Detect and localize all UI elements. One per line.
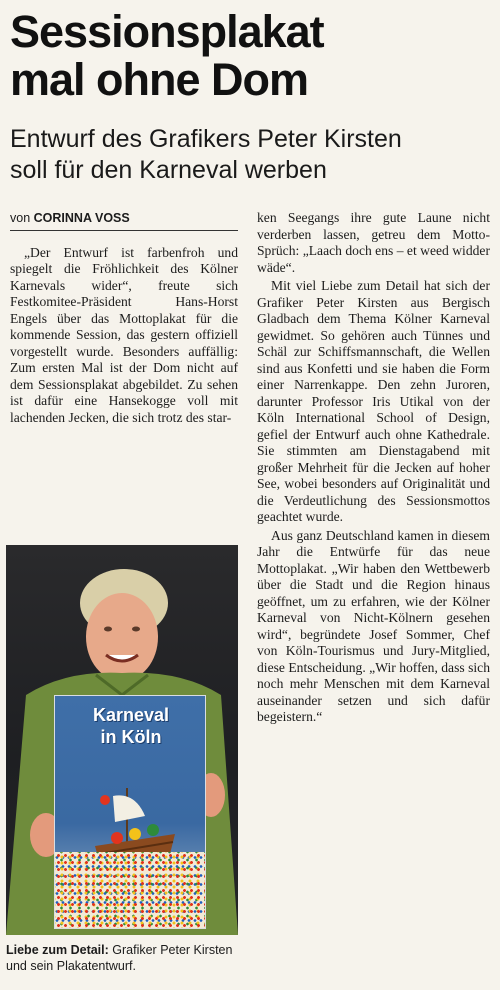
subheadline <box>10 124 490 186</box>
subheadline-line-2: soll für den Karneval werben <box>10 156 327 184</box>
article-paragraph-1-continued: ken Seegangs ihre gute Laune nicht verderben lassen, getreu dem Motto-Sprüch: „Laach doch ens – et weed widder wäde“. <box>257 210 490 275</box>
byline <box>10 210 238 231</box>
article-paragraph-2: Mit viel Liebe zum Detail hat sich der Grafiker Peter Kirsten aus Bergisch Gladbach dem Thema Kölner Karneval gewidmet. So gehören auch Tünnes und Schäl zur Schiffsmannschaft, die Wellen sind aus Konfetti und sie haben die Form einer Narrenkappe. Den zehn Juroren, darunter Professor Iris Utikal von der Köln International School of Design, gefiel der Entwurf auch ohne Kathedrale. Sie stimmten am Dienstagabend mit großer Mehrheit für die Jecken auf hoher See, wobei besonders auf Originalität und die Verdeutlichung des Sessionsmottos geachtet wurde. <box>257 278 490 524</box>
subheadline-line-1: Entwurf des Grafikers Peter Kirsten <box>10 125 402 153</box>
byline-prefix: von <box>10 211 31 225</box>
poster-karneval-in-koeln <box>54 695 206 929</box>
photo-caption-bold: Liebe zum Detail: <box>6 943 109 957</box>
confetti-waves <box>55 852 205 929</box>
photo-grafiker-with-poster <box>6 545 238 935</box>
headline-line-1: Sessionsplakat <box>10 6 324 57</box>
headline <box>10 8 490 104</box>
poster-title-line-1: Karneval <box>92 705 170 725</box>
photo-caption <box>6 942 238 974</box>
headline-line-2: mal ohne Dom <box>10 54 309 105</box>
poster-title-line-2: in Köln <box>100 727 162 747</box>
byline-author: CORINNA VOSS <box>33 211 130 225</box>
article-column-left <box>10 210 238 426</box>
photo-caption-text: Grafiker Peter Kirsten und sein Plakatentwurf. <box>6 943 233 973</box>
article-paragraph-1: „Der Entwurf ist farbenfroh und spiegelt die Fröhlichkeit des Kölner Karnevals wider“, freute sich Festkomitee-Präsident Hans-Horst Engels über das Mottoplakat für die kommende Session, das gestern offiziell vorgestellt wurde. Besonders auffällig: Zum ersten Mal ist der Dom nicht auf dem Sessionsplakat abgebildet. Zu sehen ist dafür eine Hansekogge voll mit lachenden Jecken, die sich trotz des star- <box>10 244 238 425</box>
article-column-right <box>257 210 490 726</box>
article-paragraph-3: Aus ganz Deutschland kamen in diesem Jahr die Entwürfe für das neue Mottoplakat. „Wir haben den Wettbewerb über die Stadt und die Region hinaus geöffnet, um zu erfahren, wie der Kölner Karneval von Nicht-Kölnern gesehen wird“, begründete Josef Sommer, Chef von Köln-Tourismus und Jury-Mitglied, diese Entscheidung. „Wir hoffen, dass sich noch mehr Menschen mit dem Karneval auseinander setzen und sich dafür begeistern.“ <box>257 527 490 724</box>
